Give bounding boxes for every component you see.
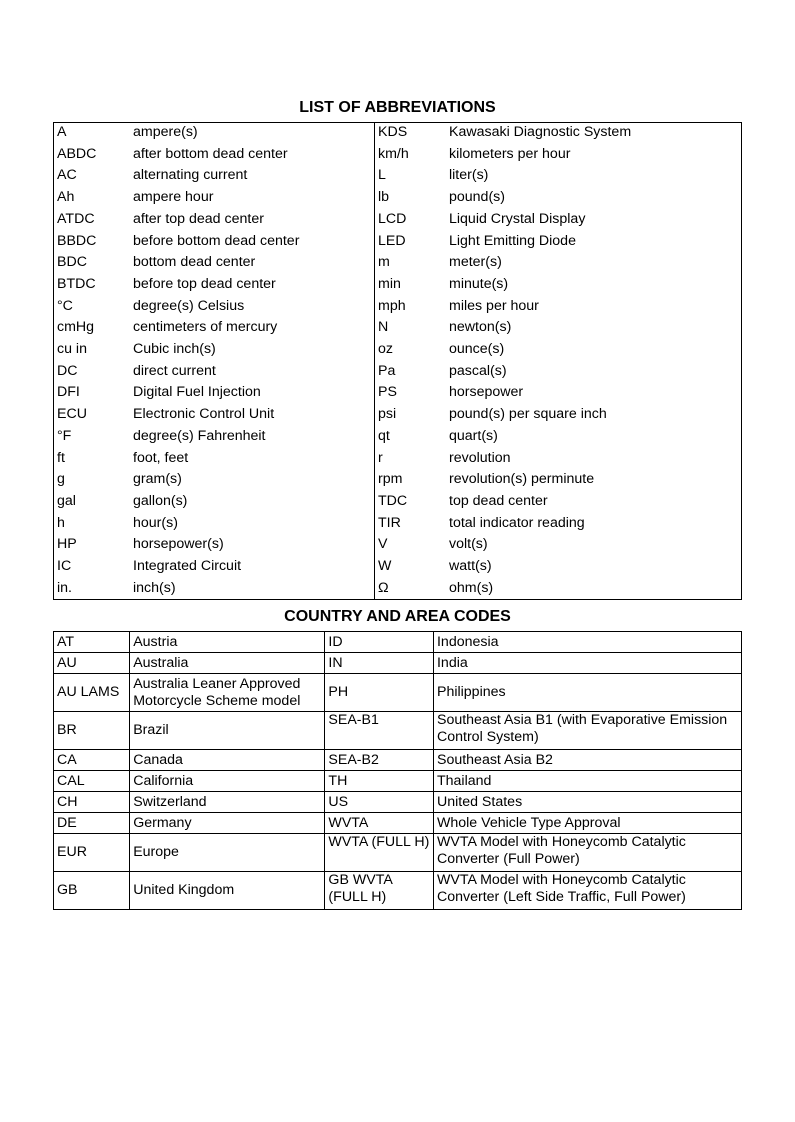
abbreviation-meaning: alternating current	[133, 167, 248, 184]
abbreviation-meaning: revolution(s) perminute	[449, 471, 595, 488]
abbreviation-meaning: top dead center	[449, 492, 548, 509]
country-code: TH	[325, 771, 434, 792]
abbreviation-meaning: horsepower	[449, 384, 524, 401]
country-code-row	[54, 632, 742, 653]
abbreviation-meaning: after top dead center	[133, 210, 264, 227]
country-name: Switzerland	[130, 792, 325, 813]
country-name: Germany	[130, 813, 325, 834]
country-code-row	[54, 792, 742, 813]
abbreviation-code: A	[57, 124, 67, 140]
country-code-row	[54, 872, 742, 910]
abbreviation-code: min	[378, 275, 401, 292]
country-name: Canada	[130, 750, 325, 771]
country-code-row	[54, 712, 742, 750]
abbreviation-code: AC	[57, 167, 77, 184]
country-code-row	[54, 813, 742, 834]
abbreviation-code: Ω	[378, 579, 389, 596]
abbreviation-meaning: pound(s)	[449, 189, 505, 206]
abbreviation-code: LCD	[378, 210, 407, 227]
country-code: US	[325, 792, 434, 813]
abbreviation-meaning: volt(s)	[449, 536, 488, 553]
abbreviation-code: LED	[378, 232, 406, 249]
abbreviation-meaning: hour(s)	[133, 514, 178, 531]
abbreviation-meaning: Kawasaki Diagnostic System	[449, 124, 632, 140]
abbreviation-meaning: before bottom dead center	[133, 232, 300, 249]
abbreviation-code: IC	[57, 558, 72, 574]
abbreviation-meaning: Light Emitting Diode	[449, 232, 576, 249]
country-code: IN	[325, 653, 434, 674]
country-code: GB WVTA (FULL H)	[325, 872, 434, 910]
country-name: California	[130, 771, 325, 792]
abbreviation-code: rpm	[378, 471, 403, 488]
country-name: Austria	[130, 632, 325, 653]
abbreviation-meaning: ampere(s)	[133, 124, 198, 140]
abbreviation-code: m	[378, 254, 390, 271]
abbreviation-code: °F	[57, 427, 72, 444]
abbreviation-code: Pa	[378, 362, 396, 379]
abbreviation-meaning: newton(s)	[449, 319, 512, 336]
abbreviation-code: cmHg	[57, 319, 95, 336]
abbreviation-meaning: gram(s)	[133, 471, 182, 488]
abbreviation-code: oz	[378, 341, 393, 357]
abbreviation-code: Ah	[57, 189, 75, 206]
country-name: WVTA Model with Honeycomb Catalytic Converter (Full Power)	[433, 834, 741, 872]
abbreviation-meaning: degree(s) Fahrenheit	[133, 427, 266, 444]
abbreviation-code: L	[378, 167, 386, 184]
country-code-row	[54, 771, 742, 792]
country-code: CAL	[54, 771, 130, 792]
country-name: Whole Vehicle Type Approval	[433, 813, 741, 834]
abbreviation-meaning: inch(s)	[133, 579, 176, 596]
country-code: GB	[54, 872, 130, 910]
abbreviation-meaning: pascal(s)	[449, 362, 507, 379]
abbreviation-meaning: Electronic Control Unit	[133, 406, 275, 423]
abbreviation-code: gal	[57, 492, 76, 509]
abbreviation-code: g	[57, 471, 65, 488]
country-codes-title: COUNTRY AND AREA CODES	[284, 608, 511, 625]
abbreviation-meaning: ounce(s)	[449, 341, 505, 357]
abbreviation-code: lb	[378, 189, 390, 206]
country-name: Indonesia	[433, 632, 741, 653]
abbreviation-code: DFI	[57, 384, 80, 401]
country-codes-table	[53, 631, 742, 910]
abbreviation-meaning: foot, feet	[133, 449, 189, 466]
abbreviation-code: ATDC	[57, 210, 95, 227]
abbreviation-code: BTDC	[57, 275, 96, 292]
abbreviation-meaning: miles per hour	[449, 297, 539, 314]
country-code-row	[54, 834, 742, 872]
abbreviation-code: TIR	[378, 514, 401, 531]
country-name: United Kingdom	[130, 872, 325, 910]
abbreviation-meaning: ampere hour	[133, 189, 214, 206]
abbreviation-code: N	[378, 319, 389, 336]
abbreviation-code: TDC	[378, 492, 408, 509]
abbreviation-meaning: gallon(s)	[133, 492, 188, 509]
abbreviation-code: km/h	[378, 145, 409, 162]
country-code: ID	[325, 632, 434, 653]
abbreviation-meaning: watt(s)	[449, 558, 492, 574]
country-code: EUR	[54, 834, 130, 872]
country-name: Philippines	[433, 674, 741, 712]
country-code: CH	[54, 792, 130, 813]
country-code-row	[54, 674, 742, 712]
abbreviation-code: cu in	[57, 341, 87, 357]
country-name: Australia	[130, 653, 325, 674]
abbreviation-meaning: revolution	[449, 449, 511, 466]
abbreviation-meaning: pound(s) per square inch	[449, 406, 607, 423]
abbreviation-code: V	[378, 536, 388, 553]
abbreviation-code: h	[57, 514, 65, 531]
country-code: WVTA	[325, 813, 434, 834]
country-name: WVTA Model with Honeycomb Catalytic Converter (Left Side Traffic, Full Power)	[433, 872, 741, 910]
country-code: AT	[54, 632, 130, 653]
abbreviation-code: mph	[378, 297, 406, 314]
abbreviation-code: ECU	[57, 406, 87, 423]
abbreviation-meaning: Digital Fuel Injection	[133, 384, 261, 401]
country-name: Brazil	[130, 712, 325, 750]
country-name: Southeast Asia B1 (with Evaporative Emission Control System)	[433, 712, 741, 750]
country-code: WVTA (FULL H)	[325, 834, 434, 872]
abbreviation-meaning: quart(s)	[449, 427, 498, 444]
abbreviation-meaning: liter(s)	[449, 167, 489, 184]
country-name: Thailand	[433, 771, 741, 792]
country-code: CA	[54, 750, 130, 771]
abbreviation-code: BBDC	[57, 232, 97, 249]
abbreviation-code: HP	[57, 536, 77, 553]
abbreviation-code: ft	[57, 449, 65, 466]
country-code: AU LAMS	[54, 674, 130, 712]
abbreviation-meaning: Integrated Circuit	[133, 558, 242, 574]
abbreviation-code: in.	[57, 579, 72, 596]
abbreviation-code: W	[378, 558, 392, 574]
country-name: India	[433, 653, 741, 674]
abbreviation-meaning: total indicator reading	[449, 514, 585, 531]
abbreviation-meaning: after bottom dead center	[133, 145, 288, 162]
abbreviation-code: BDC	[57, 254, 87, 271]
abbreviation-meaning: Cubic inch(s)	[133, 341, 216, 357]
abbreviation-code: r	[378, 449, 383, 466]
abbreviation-code: DC	[57, 362, 78, 379]
country-code: AU	[54, 653, 130, 674]
abbreviation-code: KDS	[378, 124, 408, 140]
abbreviation-meaning: minute(s)	[449, 275, 509, 292]
abbreviation-meaning: bottom dead center	[133, 254, 256, 271]
abbreviation-code: PS	[378, 384, 397, 401]
abbreviation-meaning: horsepower(s)	[133, 536, 224, 553]
abbreviation-meaning: centimeters of mercury	[133, 319, 278, 336]
abbreviation-meaning: kilometers per hour	[449, 145, 571, 162]
country-code: BR	[54, 712, 130, 750]
abbreviation-meaning: before top dead center	[133, 275, 276, 292]
abbreviations-column-divider	[374, 122, 375, 600]
country-code: SEA-B1	[325, 712, 434, 750]
country-code-row	[54, 750, 742, 771]
country-name: United States	[433, 792, 741, 813]
abbreviation-meaning: direct current	[133, 362, 216, 379]
abbreviation-code: °C	[57, 297, 73, 314]
country-code: SEA-B2	[325, 750, 434, 771]
abbreviation-meaning: Liquid Crystal Display	[449, 210, 586, 227]
country-code: PH	[325, 674, 434, 712]
abbreviation-meaning: meter(s)	[449, 254, 502, 271]
abbreviation-code: ABDC	[57, 145, 97, 162]
abbreviation-code: psi	[378, 406, 397, 423]
country-name: Southeast Asia B2	[433, 750, 741, 771]
abbreviation-meaning: degree(s) Celsius	[133, 297, 245, 314]
country-name: Australia Leaner Approved Motorcycle Scheme model	[130, 674, 325, 712]
country-code-row	[54, 653, 742, 674]
abbreviation-meaning: ohm(s)	[449, 579, 494, 596]
abbreviation-code: qt	[378, 427, 390, 444]
country-code: DE	[54, 813, 130, 834]
country-name: Europe	[130, 834, 325, 872]
abbreviations-title: LIST OF ABBREVIATIONS	[299, 99, 496, 116]
